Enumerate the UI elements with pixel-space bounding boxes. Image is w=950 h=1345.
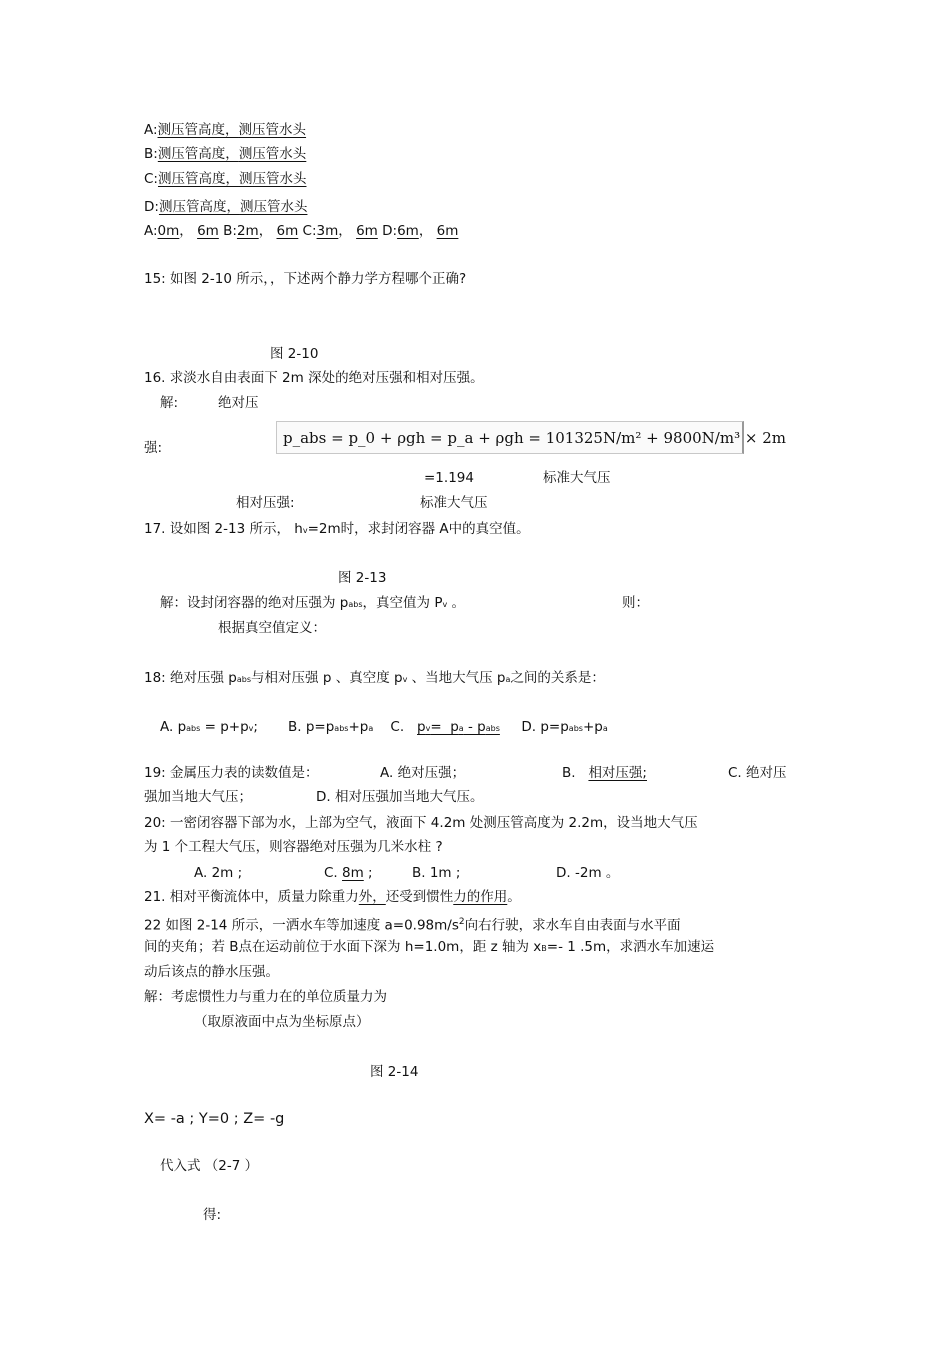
q18-text: 18: 绝对压强 pabs与相对压强 p 、真空度 pv 、当地大气压 pa之间的关系是： bbox=[144, 670, 605, 686]
q19-line2: 强加当地大气压； bbox=[144, 789, 252, 805]
q22-origin-note: （取原液面中点为坐标原点） bbox=[194, 1014, 370, 1030]
q22-xyz: X= -a ; Y=0 ; Z= -g bbox=[144, 1111, 285, 1127]
q17-solution: 解：设封闭容器的绝对压强为 pabs，真空值为 Pv 。 bbox=[160, 595, 465, 611]
q16-result-unit: 标准大气压 bbox=[543, 470, 611, 486]
q16-abs-label: 绝对压 bbox=[218, 395, 259, 411]
q15-text: 15: 如图 2-10 所示，，下述两个静力学方程哪个正确? bbox=[144, 271, 467, 287]
q22-substitute: 代入式 （2-7 ） bbox=[160, 1158, 259, 1174]
q19-option-d: D. 相对压强加当地大气压。 bbox=[316, 789, 484, 805]
q17-text: 17. 设如图 2-13 所示， hv=2m时，求封闭容器 A中的真空值。 bbox=[144, 521, 530, 537]
q18-options: A. pabs = p+pv; B. p=pabs+pa C. pv= pa - pabs D. p=pabs+pa bbox=[160, 719, 608, 735]
q19-option-c: C. 绝对压 bbox=[728, 765, 787, 781]
q14-option-a: A:测压管高度，测压管水头 bbox=[144, 122, 307, 138]
figure-caption-2-14: 图 2-14 bbox=[370, 1064, 419, 1080]
q20-option-a: A. 2m ; bbox=[194, 865, 243, 881]
q20-option-d: D. -2m 。 bbox=[556, 865, 620, 881]
q22-get: 得: bbox=[203, 1207, 222, 1223]
q14-option-b: B:测压管高度，测压管水头 bbox=[144, 146, 307, 162]
q19-option-b: B. 相对压强; bbox=[562, 765, 647, 781]
q20-option-b: B. 1m ; bbox=[412, 865, 461, 881]
q16-text: 16. 求淡水自由表面下 2m 深处的绝对压强和相对压强。 bbox=[144, 370, 484, 386]
q22-line1: 22 如图 2-14 所示，一洒水车等加速度 $a=0.98m/s^2$向右行驶，求水车自由表面与水平面 bbox=[144, 917, 681, 934]
q17-then: 则： bbox=[622, 595, 649, 611]
q19-line1: 19: 金属压力表的读数值是： bbox=[144, 765, 319, 781]
q22-line2: 间的夹角；若 B点在运动前位于水面下深为 h=1.0m，距 z 轴为 xB=- 1 .5m，求洒水车加速运 bbox=[144, 939, 715, 955]
figure-caption-2-10: 图 2-10 bbox=[270, 346, 319, 362]
q16-abs-label-2: 强: bbox=[144, 440, 163, 456]
q22-solution: 解：考虑惯性力与重力在的单位质量力为 bbox=[144, 989, 387, 1005]
q20-line2: 为 1 个工程大气压，则容器绝对压强为几米水柱 ? bbox=[144, 839, 443, 855]
q14-option-d: D:测压管高度，测压管水头 bbox=[144, 199, 308, 215]
q20-option-c: C. 8m ; bbox=[324, 865, 373, 881]
q19-option-a: A. 绝对压强； bbox=[380, 765, 466, 781]
q22-line3: 动后该点的静水压强。 bbox=[144, 964, 279, 980]
q16-formula: p_abs = p_0 + ρgh = p_a + ρgh = 101325N/m² + 9800N/m³ × 2m bbox=[276, 421, 744, 454]
q14-answers: A:0m， 6m B:2m， 6m C:3m， 6m D:6m， 6m bbox=[144, 223, 459, 239]
q20-line1: 20: 一密闭容器下部为水，上部为空气，液面下 4.2m 处测压管高度为 2.2m，设当地大气压 bbox=[144, 815, 698, 831]
q16-solution-label: 解: bbox=[160, 395, 179, 411]
q21-text: 21. 相对平衡流体中，质量力除重力外，还受到惯性力的作用。 bbox=[144, 889, 521, 905]
q16-rel-unit: 标准大气压 bbox=[420, 495, 488, 511]
q17-definition: 根据真空值定义： bbox=[218, 620, 326, 636]
q16-rel-label: 相对压强: bbox=[236, 495, 295, 511]
q14-option-c: C:测压管高度，测压管水头 bbox=[144, 171, 307, 187]
figure-caption-2-13: 图 2-13 bbox=[338, 570, 387, 586]
q16-result-value: =1.194 bbox=[424, 470, 474, 486]
